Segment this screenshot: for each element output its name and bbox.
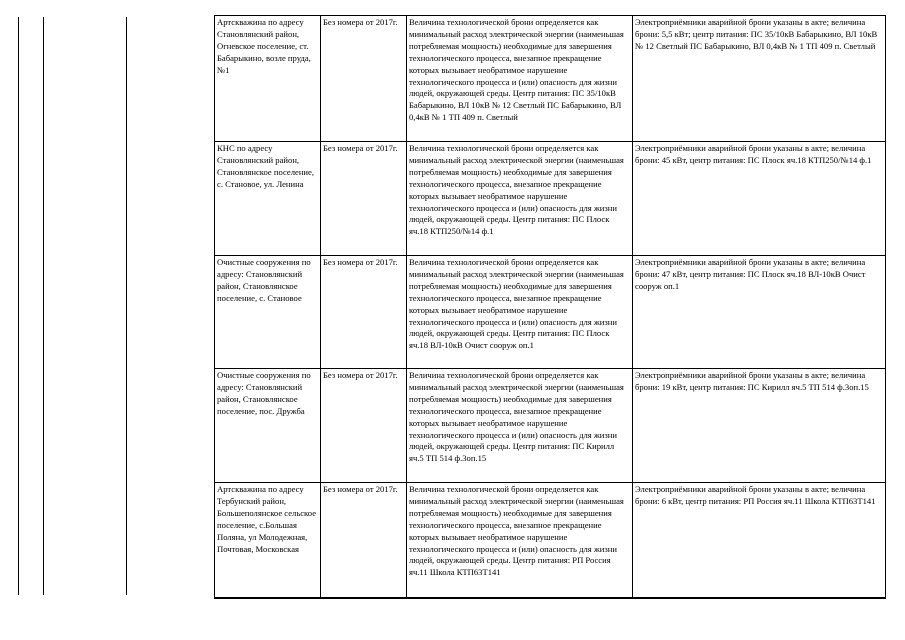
reserve-description-cell: Величина технологической брони определяется как минимальный расход электрической энергии (наименьшая потребляемая мощность) необходимые для завершения технологического процесса, внезапное прекращение которых вызывает необратимое нарушение технологического процесса и (или) опасность для жизни людей, окружающей среды. Центр питания: РП Россия яч.11 Школа КТП63Т141 xyxy=(407,483,633,598)
act-number-cell: Без номера от 2017г. xyxy=(321,483,407,598)
emergency-reserve-table xyxy=(214,15,886,599)
table-row xyxy=(215,256,886,369)
left-column-rule-3 xyxy=(126,17,127,595)
reserve-description-cell: Величина технологической брони определяется как минимальный расход электрической энергии (наименьшая потребляемая мощность) необходимые для завершения технологического процесса, внезапное прекращение которых вызывает необратимое нарушение технологического процесса и (или) опасность для жизни людей, окружающей среды. Центр питания: ПС 35/10кВ Бабарыкино, ВЛ 10кВ № 12 Светлый ПС Бабарыкино, ВЛ 0,4кВ № 1 ТП 409 п. Светлый xyxy=(407,16,633,142)
table-row xyxy=(215,483,886,598)
left-column-rule-1 xyxy=(18,17,19,595)
object-address-cell: Очистные сооружения по адресу: Становлянский район, Становлянское поселение, пос. Дружба xyxy=(215,369,321,483)
emergency-reserve-cell: Электроприёмники аварийной брони указаны в акте; величина брони: 47 кВт, центр питания: ПС Плоск яч.18 ВЛ-10кВ Очист сооруж оп.1 xyxy=(633,256,886,369)
object-address-cell: Артскважина по адресу Тербунский район, Большеполянское сельское поселение, с.Большая Поляна, ул Молодежная, Почтовая, Московская xyxy=(215,483,321,598)
emergency-reserve-cell: Электроприёмники аварийной брони указаны в акте; величина брони: 6 кВт, центр питания: РП Россия яч.11 Школа КТП63Т141 xyxy=(633,483,886,598)
reserve-description-cell: Величина технологической брони определяется как минимальный расход электрической энергии (наименьшая потребляемая мощность) необходимые для завершения технологического процесса, внезапное прекращение которых вызывает необратимое нарушение технологического процесса и (или) опасность для жизни людей, окружающей среды. Центр питания: ПС Кирилл яч.5 ТП 514 ф.3оп.15 xyxy=(407,369,633,483)
act-number-cell: Без номера от 2017г. xyxy=(321,369,407,483)
act-number-cell: Без номера от 2017г. xyxy=(321,142,407,256)
emergency-reserve-cell: Электроприёмники аварийной брони указаны в акте; величина брони: 19 кВт, центр питания: ПС Кирилл яч.5 ТП 514 ф.3оп.15 xyxy=(633,369,886,483)
table-row xyxy=(215,369,886,483)
object-address-cell: Артскважина по адресу Становлянский район, Огневское поселение, ст. Бабарыкино, возле пруда, №1 xyxy=(215,16,321,142)
table-row xyxy=(215,142,886,256)
object-address-cell: КНС по адресу Становлянский район, Становлянское поселение, с. Становое, ул. Ленина xyxy=(215,142,321,256)
reserve-description-cell: Величина технологической брони определяется как минимальный расход электрической энергии (наименьшая потребляемая мощность) необходимые для завершения технологического процесса, внезапное прекращение которых вызывает необратимое нарушение технологического процесса и (или) опасность для жизни людей, окружающей среды. Центр питания: ПС Плоск яч.18 КТП250/№14 ф.1 xyxy=(407,142,633,256)
table-row xyxy=(215,16,886,142)
emergency-reserve-cell: Электроприёмники аварийной брони указаны в акте; величина брони: 45 кВт, центр питания: ПС Плоск яч.18 КТП250/№14 ф.1 xyxy=(633,142,886,256)
emergency-reserve-cell: Электроприёмники аварийной брони указаны в акте; величина брони: 5,5 кВт; центр питания: ПС 35/10кВ Бабарыкино, ВЛ 10кВ № 12 Светлый ПС Бабарыкино, ВЛ 0,4кВ № 1 ТП 409 п. Светлый xyxy=(633,16,886,142)
object-address-cell: Очистные сооружения по адресу: Становлянский район, Становлянское поселение, с. Становое xyxy=(215,256,321,369)
left-column-rule-2 xyxy=(43,17,44,595)
act-number-cell: Без номера от 2017г. xyxy=(321,16,407,142)
act-number-cell: Без номера от 2017г. xyxy=(321,256,407,369)
reserve-description-cell: Величина технологической брони определяется как минимальный расход электрической энергии (наименьшая потребляемая мощность) необходимые для завершения технологического процесса, внезапное прекращение которых вызывает необратимое нарушение технологического процесса и (или) опасность для жизни людей, окружающей среды. Центр питания: ПС Плоск яч.18 ВЛ-10кВ Очист сооруж оп.1 xyxy=(407,256,633,369)
